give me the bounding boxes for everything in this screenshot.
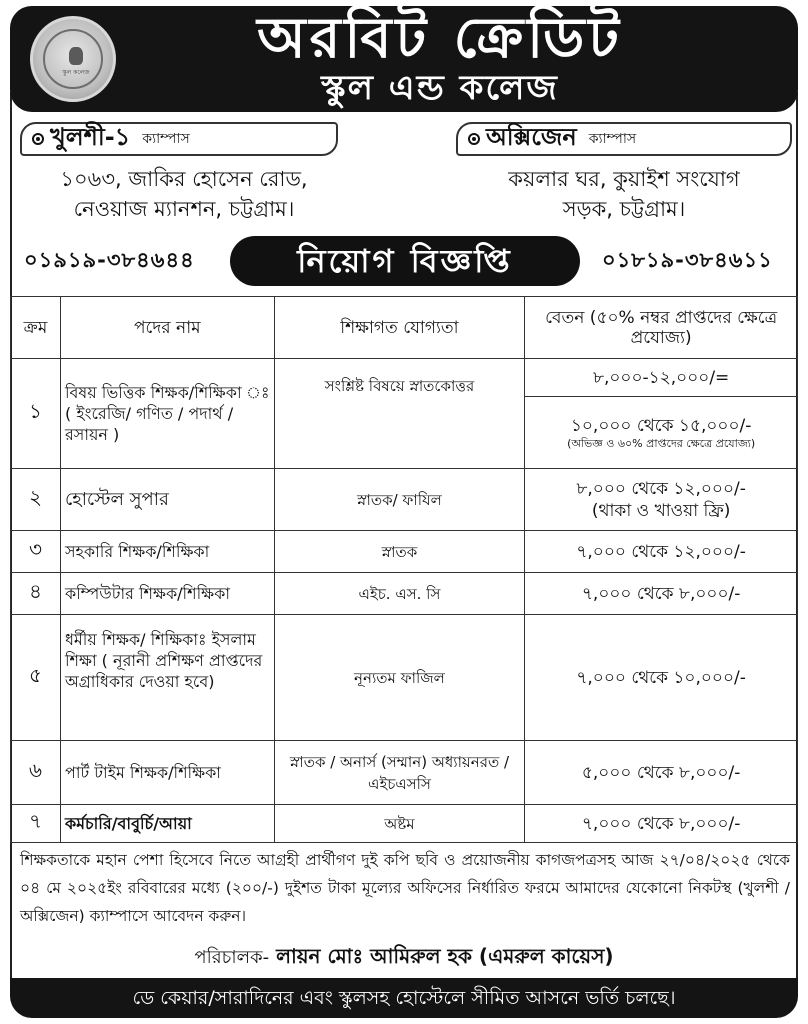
post-cell: কর্মচারি/বাবুর্চি/আয়া (60, 805, 274, 843)
serial-cell: ৩ (11, 531, 61, 573)
header-salary: বেতন (৫০% নম্বর প্রাপ্তদের ক্ষেত্রে প্রযোজ্য) (525, 297, 798, 359)
school-name: অরবিট ক্রেডিট (257, 6, 623, 71)
logo-emblem-icon (69, 47, 83, 65)
application-instructions: শিক্ষকতাকে মহান পেশা হিসেবে নিতে আগ্রহী প্রার্থীগণ দুই কপি ছবি ও প্রয়োজনীয় কাগজপত্রসহ আজ ২৭/০৪/২০২৫ থেকে ০৪ মে ২০২৫ইং রবিবারের মধ্যে (২০০/-) দুইশত টাকা মূল্যের অফিসের নির্ধারিত ফরমে আমাদের যেকোনো নিকটস্থ (খুলশী / অক্সিজেন) ক্যাম্পাসে আবেদন করুন। (20, 851, 790, 925)
header-post: পদের নাম (60, 297, 274, 359)
table-row (11, 359, 798, 397)
header-qualification: শিক্ষাগত যোগ্যতা (274, 297, 525, 359)
address-line: ১০৬৩, জাকির হোসেন রোড, (60, 167, 308, 191)
salary-alt: ১০,০০০ থেকে ১৫,০০০/- (570, 416, 752, 436)
qualification-cell: নূন্যতম ফাজিল (274, 615, 525, 741)
qualification-cell: এইচ. এস. সি (274, 573, 525, 615)
school-seal-logo-icon (30, 16, 116, 102)
campus-phone-oxygen: ০১৮১৯-৩৮৪৬১১ (602, 248, 773, 272)
serial-cell: ৫ (11, 615, 61, 741)
campus-name: খুলশী-১ (50, 123, 131, 151)
notice-title: নিয়োগ বিজ্ঞপ্তি (230, 236, 580, 286)
serial-cell: ২ (11, 469, 61, 531)
salary-cell: ৭,০০০ থেকে ১০,০০০/- (525, 615, 798, 741)
logo-ring (43, 29, 103, 89)
campus-name: অক্সিজেন (486, 123, 577, 151)
serial-cell: ৬ (11, 741, 61, 805)
table-row (11, 805, 798, 843)
address-line: কয়লার ঘর, কুয়াইশ সংযোগ (508, 167, 740, 191)
jobs-table (10, 296, 798, 843)
salary-cell: ৮,০০০-১২,০০০/= (525, 359, 798, 397)
header-serial: ক্রম (11, 297, 61, 359)
campus-suffix: ক্যাম্পাস (142, 131, 190, 147)
salary-note: (থাকা ও খাওয়া ফ্রি) (591, 500, 731, 521)
director-line (10, 942, 798, 975)
address-line: নেওয়াজ ম্যানশন, চট্টগ্রাম। (73, 197, 295, 221)
table-row (11, 469, 798, 531)
serial-cell: ৪ (11, 573, 61, 615)
campus-address-oxygen (456, 164, 792, 224)
qualification-cell: সংশ্লিষ্ট বিষয়ে স্নাতকোত্তর (274, 359, 525, 469)
table-row (11, 741, 798, 805)
serial-cell: ৭ (11, 805, 61, 843)
header-banner (10, 6, 798, 112)
salary-cell: ৫,০০০ থেকে ৮,০০০/- (525, 741, 798, 805)
salary-cell: ৭,০০০ থেকে ১২,০০০/- (525, 531, 798, 573)
qualification-cell: স্নাতক/ ফাযিল (274, 469, 525, 531)
campus-phone-khulshi: ০১৯১৯-৩৮৪৬৪৪ (24, 248, 195, 272)
logo-text: স্কুল কলেজ (62, 69, 90, 76)
post-cell: হোস্টেল সুপার (60, 469, 274, 531)
post-cell: বিষয় ভিত্তিক শিক্ষক/শিক্ষিকা ঃ ( ইংরেজি/ গণিত / পদার্থ / রসায়ন ) (60, 359, 274, 469)
post-cell: কম্পিউটার শিক্ষক/শিক্ষিকা (60, 573, 274, 615)
director-role: পরিচালক- (194, 947, 270, 968)
salary-cell: ৭,০০০ থেকে ৮,০০০/- (525, 573, 798, 615)
qualification-cell: স্নাতক (274, 531, 525, 573)
campus-tag-khulshi (20, 122, 338, 156)
radio-bullet-icon (468, 133, 480, 145)
table-row (11, 531, 798, 573)
campus-suffix: ক্যাম্পাস (588, 131, 637, 147)
post-cell: ধর্মীয় শিক্ষক/ শিক্ষিকাঃ ইসলাম শিক্ষা ( নূরানী প্রশিক্ষণ প্রাপ্তদের অগ্রাধিকার দেওয়া হবে) (60, 615, 274, 741)
table-row (11, 615, 798, 741)
salary-alt-cell (525, 397, 798, 469)
address-line: সড়ক, চট্টগ্রাম। (562, 197, 686, 221)
qualification-cell: স্নাতক / অনার্স (সম্মান) অধ্যায়নরত / এইচএসসি (274, 741, 525, 805)
school-subtitle: স্কুল এন্ড কলেজ (321, 68, 559, 108)
campus-address-khulshi (14, 164, 354, 224)
director-name: লায়ন মোঃ আমিরুল হক (এমরুল কায়েস) (276, 944, 614, 968)
salary-value: ৮,০০০ থেকে ১২,০০০/- (576, 478, 746, 499)
table-row (11, 573, 798, 615)
post-cell: সহকারি শিক্ষক/শিক্ষিকা (60, 531, 274, 573)
radio-bullet-icon (32, 133, 44, 145)
serial-cell: ১ (11, 359, 61, 469)
campus-tag-oxygen (456, 122, 792, 156)
table-header-row (11, 297, 798, 359)
salary-cell (525, 469, 798, 531)
salary-alt-note: (অভিজ্ঞ ও ৬০% প্রাপ্তদের ক্ষেত্রে প্রযোজ্য) (567, 437, 756, 450)
admission-banner: ডে কেয়ার/সারাদিনের এবং স্কুলসহ হোস্টেলে সীমিত আসনে ভর্তি চলছে। (10, 978, 798, 1018)
salary-cell: ৭,০০০ থেকে ৮,০০০/- (525, 805, 798, 843)
recruitment-notice (4, 2, 804, 1020)
qualification-cell: অষ্টম (274, 805, 525, 843)
post-cell: পার্ট টাইম শিক্ষক/শিক্ষিকা (60, 741, 274, 805)
